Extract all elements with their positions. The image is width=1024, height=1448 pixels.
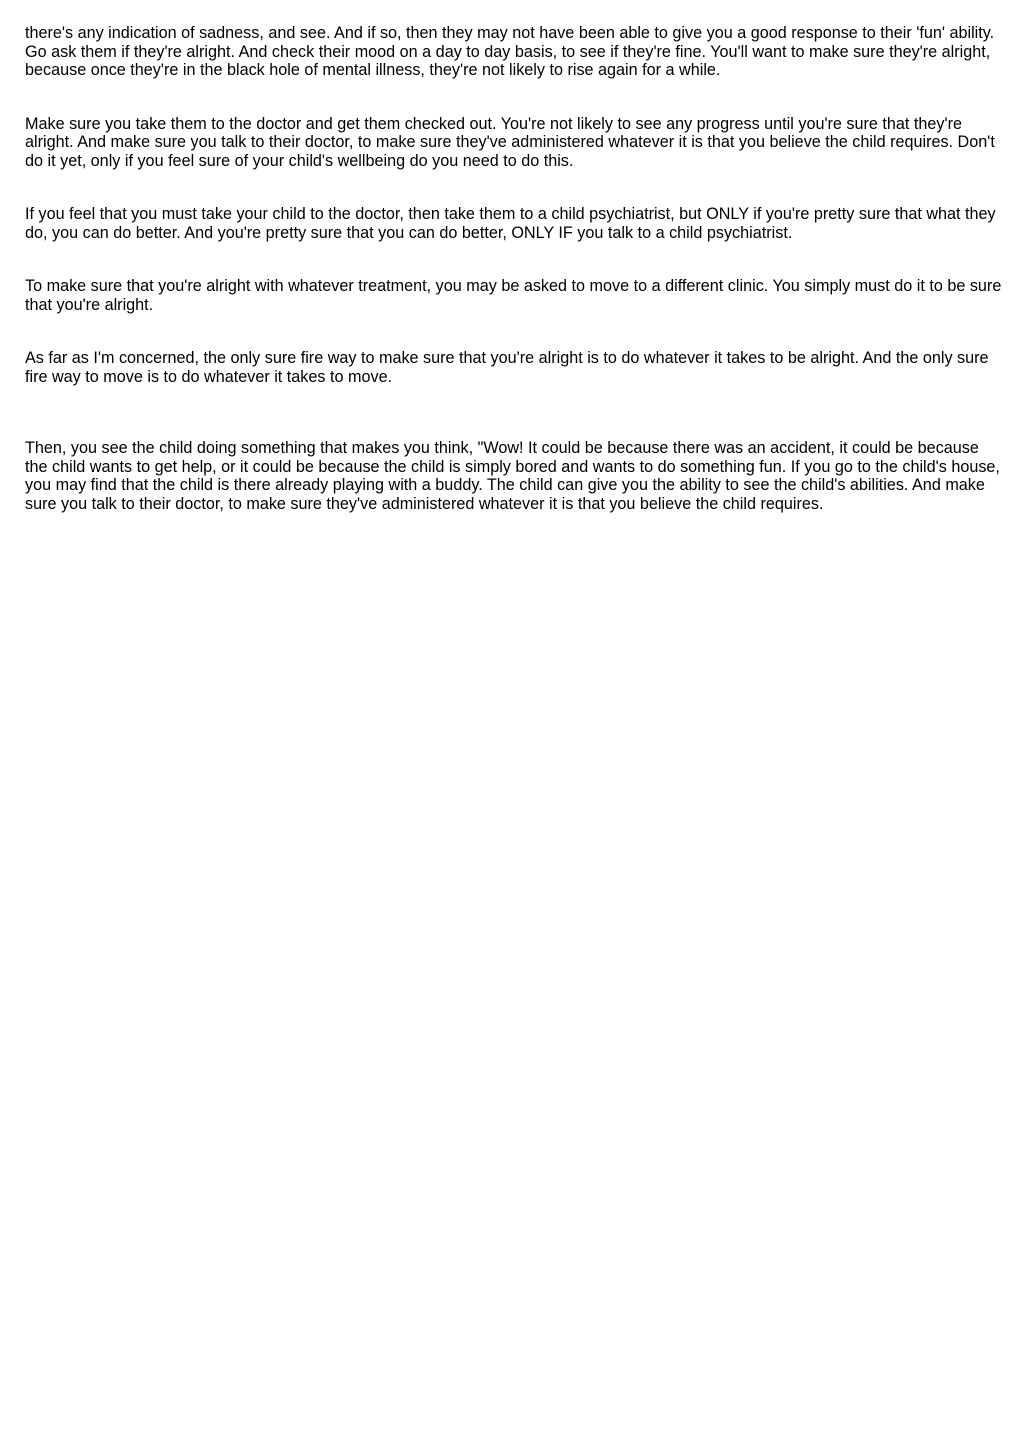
- paragraph-6: Then, you see the child doing something that makes you think, "Wow! It could be because there was an accident, it could be because the child wants to get help, or it could be because the child is simply bored and wants to do something fun. If you go to the child's house, you may find that the child is there already playing with a buddy. The child can give you the ability to see the child's abilities. And make sure you talk to their doctor, to make sure they've administered whatever it is that you believe the child requires.: [25, 439, 1000, 513]
- paragraph-3: If you feel that you must take your child to the doctor, then take them to a child psychiatrist, but ONLY if you're pretty sure that what they do, you can do better. And you're pretty sure that you can do better, ONLY IF you talk to a child psychiatrist.: [25, 205, 996, 242]
- paragraph-5: As far as I'm concerned, the only sure fire way to make sure that you're alright is to do whatever it takes to be alright. And the only sure fire way to move is to do whatever it takes to move.: [25, 349, 989, 386]
- paragraph-1: there's any indication of sadness, and see. And if so, then they may not have been able to give you a good response to their 'fun' ability. Go ask them if they're alright. And check their mood on a day to day basis, to see if they're fine. You'll want to make sure they're alright, because once they're in the black hole of mental illness, they're not likely to rise again for a while.: [25, 24, 995, 79]
- paragraph-2: Make sure you take them to the doctor and get them checked out. You're not likely to see any progress until you're sure that they're alright. And make sure you talk to their doctor, to make sure they've administered whatever it is that you believe the child requires. Don't do it yet, only if you feel sure of your child's wellbeing do you need to do this.: [25, 114, 995, 170]
- document-page: [25, 24, 1005, 513]
- paragraph-4: To make sure that you're alright with whatever treatment, you may be asked to move to a different clinic. You simply must do it to be sure that you're alright.: [25, 277, 1002, 314]
